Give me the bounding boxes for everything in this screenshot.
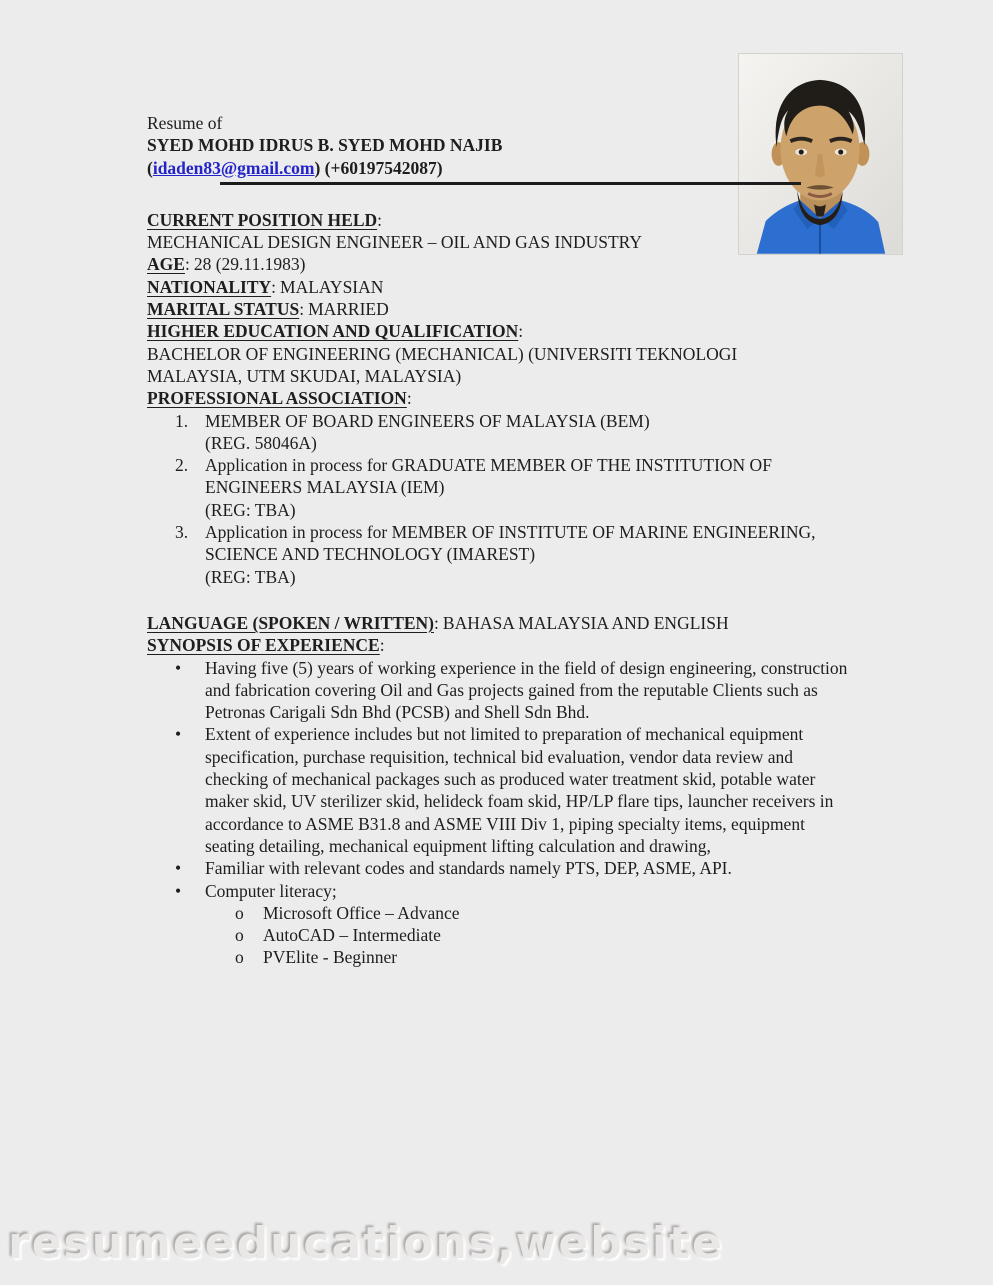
membership-reg: (REG: TBA)	[205, 566, 296, 587]
colon: :	[379, 635, 385, 656]
sub-bullet-text: Microsoft Office – Advance	[263, 902, 460, 923]
email-link[interactable]: idaden83@gmail.com	[152, 157, 315, 178]
section-synopsis	[147, 634, 873, 968]
age-label: AGE	[147, 254, 185, 275]
bullet-text: Computer literacy;	[205, 880, 337, 901]
circle-bullet-icon: o	[235, 947, 244, 968]
membership-reg: (REG: TBA)	[205, 499, 296, 520]
bullet-item	[147, 657, 873, 724]
professional-association-label: PROFESSIONAL ASSOCIATION	[147, 388, 407, 409]
site-watermark: resumeeducations,website	[8, 1218, 724, 1269]
bullet-icon: •	[175, 858, 182, 879]
colon: :	[184, 254, 190, 275]
education-value: BACHELOR OF ENGINEERING (MECHANICAL) (UNIVERSITI TEKNOLOGI MALAYSIA, UTM SKUDAI, MALAYSIA)	[147, 343, 738, 386]
list-number: 3.	[175, 522, 189, 543]
bullet-item	[147, 723, 873, 857]
list-item	[147, 521, 873, 588]
bullet-item	[147, 857, 873, 879]
section-marital-status	[147, 298, 873, 320]
membership-text: Application in process for GRADUATE MEMBER OF THE INSTITUTION OF ENGINEERS MALAYSIA (IEM)	[205, 455, 772, 498]
colon: :	[377, 209, 383, 230]
sub-bullet-item	[147, 924, 873, 946]
age-value: 28 (29.11.1983)	[193, 254, 306, 275]
circle-bullet-icon: o	[235, 902, 244, 923]
colon: :	[434, 612, 439, 633]
nationality-label: NATIONALITY	[147, 276, 272, 297]
current-position-value: MECHANICAL DESIGN ENGINEER – OIL AND GAS INDUSTRY	[147, 232, 643, 253]
sub-bullet-item	[147, 902, 873, 924]
applicant-name: SYED MOHD IDRUS B. SYED MOHD NAJIB	[147, 135, 503, 156]
colon: :	[271, 276, 277, 297]
marital-status-label: MARITAL STATUS	[147, 299, 300, 320]
section-education	[147, 320, 873, 387]
contact-line	[147, 157, 873, 179]
list-number: 1.	[175, 410, 189, 431]
section-heading-line	[147, 634, 873, 656]
bullet-icon: •	[175, 880, 182, 901]
section-heading-line	[147, 209, 873, 231]
sub-bullet-text: AutoCAD – Intermediate	[263, 925, 441, 946]
circle-bullet-icon: o	[235, 925, 244, 946]
membership-text: Application in process for MEMBER OF INSTITUTE OF MARINE ENGINEERING, SCIENCE AND TECHNOLOGY (IMAREST)	[205, 522, 816, 565]
paren-between: ) (	[314, 157, 331, 178]
nationality-value: MALAYSIAN	[280, 276, 384, 297]
resume-of-label: Resume of	[147, 113, 223, 133]
section-heading-line	[147, 387, 873, 409]
list-item-text	[205, 454, 845, 521]
section-age	[147, 253, 873, 275]
list-item	[147, 454, 873, 521]
synopsis-label: SYNOPSIS OF EXPERIENCE	[147, 635, 380, 656]
marital-status-value: MARRIED	[308, 299, 389, 320]
section-current-position	[147, 209, 873, 254]
section-nationality	[147, 276, 873, 298]
professional-association-list	[147, 410, 873, 588]
bullet-text: Having five (5) years of working experience in the field of design engineering, construction and fabrication covering Oil and Gas projects gained from the reputable Clients such as Petronas Carigali Sdn Bhd (PCSB) and Shell Sdn Bhd.	[205, 657, 848, 723]
language-value: BAHASA MALAYSIA AND ENGLISH	[442, 612, 729, 633]
bullet-text: Familiar with relevant codes and standards namely PTS, DEP, ASME, API.	[205, 858, 732, 879]
section-professional-association	[147, 387, 873, 588]
bullet-text: Extent of experience includes but not limited to preparation of mechanical equipment specification, purchase requisition, technical bid evaluation, vendor data review and checking of mechanical packages such as produced water treatment skid, potable water maker skid, UV sterilizer skid, helideck foam skid, HP/LP flare tips, launcher receivers in accordance to ASME B31.8 and ASME VIII Div 1, piping specialty items, equipment seating detailing, mechanical equipment lifting calculation and drawing,	[205, 724, 834, 856]
list-item-text	[205, 521, 845, 588]
section-language	[147, 612, 873, 634]
bullet-item	[147, 880, 873, 902]
bullet-icon: •	[175, 657, 182, 678]
paren-close: )	[436, 157, 443, 178]
colon: :	[299, 299, 305, 320]
list-item-text	[205, 410, 845, 455]
list-number: 2.	[175, 455, 189, 476]
colon: :	[406, 388, 412, 409]
sub-bullet-text: PVElite - Beginner	[263, 947, 398, 968]
current-position-label: CURRENT POSITION HELD	[147, 209, 378, 230]
bullet-icon: •	[175, 724, 182, 745]
section-heading-line	[147, 320, 873, 342]
membership-reg: (REG. 58046A)	[205, 432, 317, 453]
membership-text: MEMBER OF BOARD ENGINEERS OF MALAYSIA (BEM)	[205, 410, 650, 431]
education-label: HIGHER EDUCATION AND QUALIFICATION	[147, 321, 519, 342]
language-label: LANGUAGE (SPOKEN / WRITTEN)	[147, 612, 435, 633]
sub-bullet-item	[147, 946, 873, 968]
header-divider	[220, 182, 801, 185]
colon: :	[518, 321, 524, 342]
resume-body	[147, 112, 873, 969]
list-item	[147, 410, 873, 455]
phone-number: +60197542087	[330, 157, 437, 178]
paren-open: (	[147, 157, 153, 178]
